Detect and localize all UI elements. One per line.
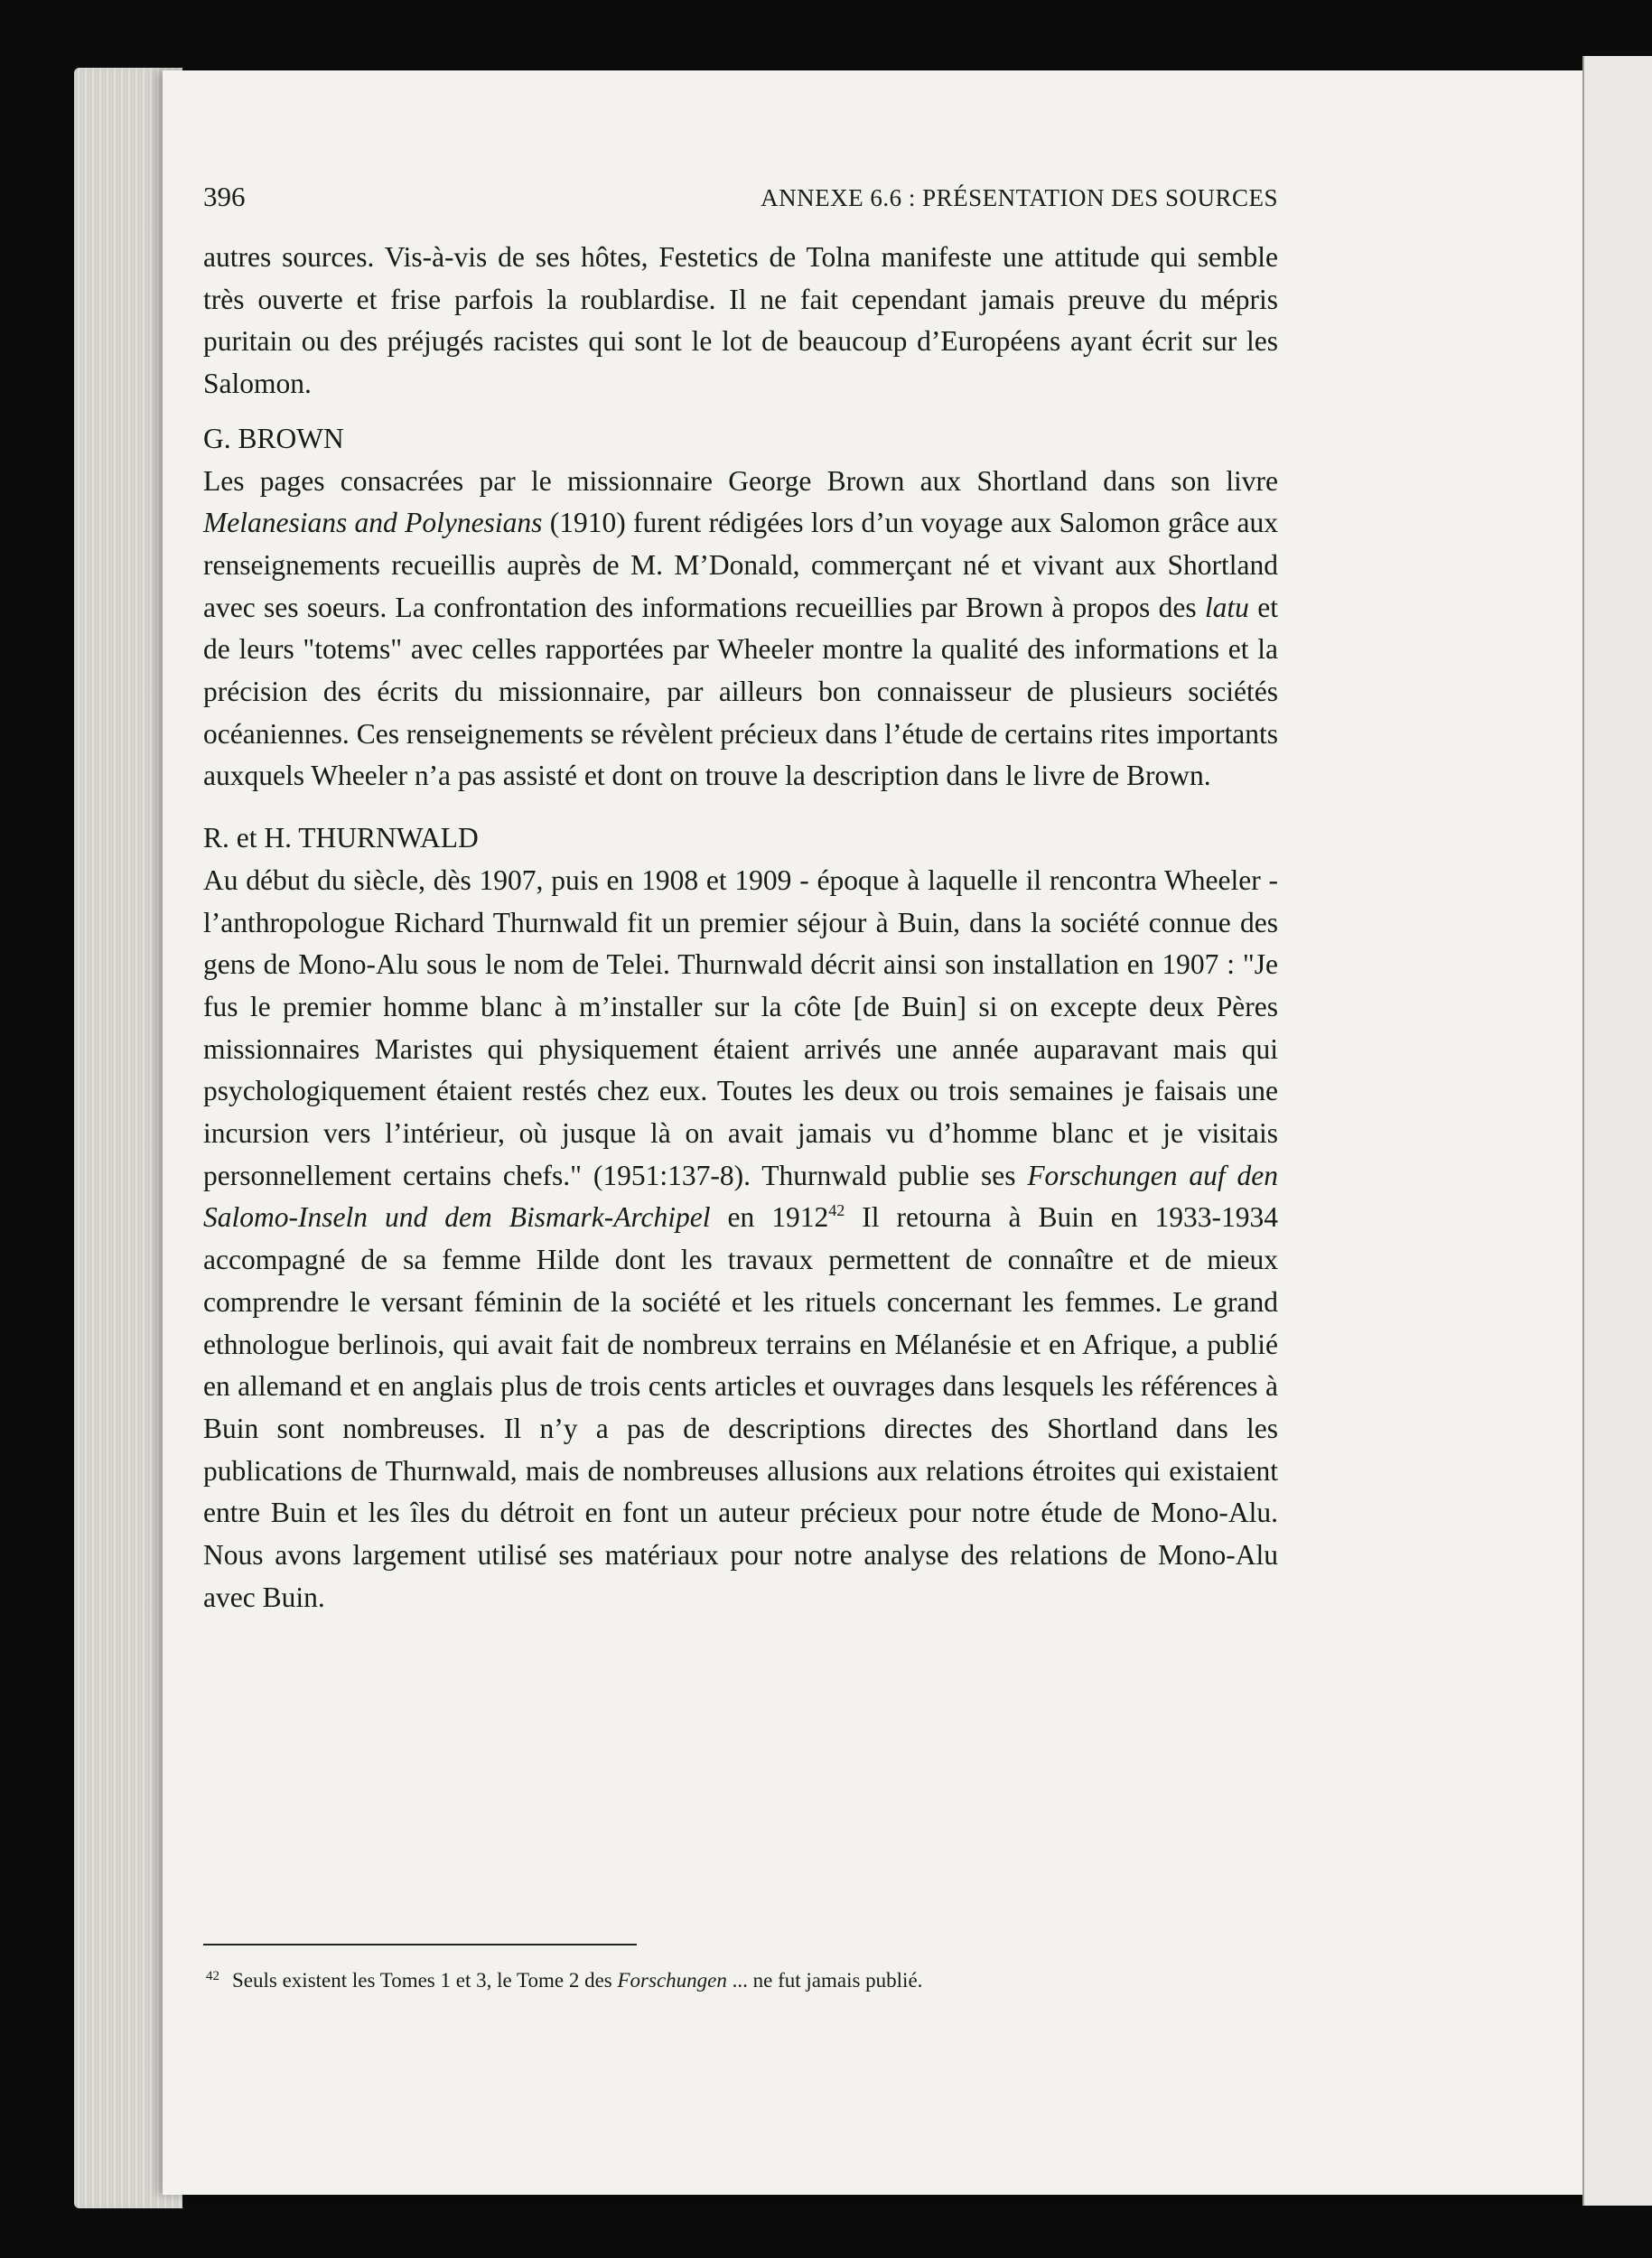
section-heading-brown: G. BROWN: [203, 422, 344, 454]
facing-page-edge: [1582, 56, 1652, 2206]
main-text: [203, 237, 1278, 1619]
footnote-number: 42: [206, 1969, 219, 1983]
brown-latu-term: latu: [1204, 591, 1249, 623]
section-brown: [203, 418, 1278, 798]
footnote: [206, 1969, 1281, 1992]
brown-text-2: (1910) furent rédigées lors d’un voyage aux Salomon grâce aux renseignements recueillis auprès de M. M’Donald, commerçant né et vivant aux Shortland avec ses soeurs. La confrontation des informations recueillies par Brown à propos des: [203, 507, 1278, 623]
section-thurnwald: [203, 817, 1278, 1619]
footnote-italic: Forschungen: [617, 1969, 727, 1992]
running-header: [203, 181, 1278, 213]
page-number: 396: [203, 181, 246, 212]
running-head: ANNEXE 6.6 : PRÉSENTATION DES SOURCES: [761, 184, 1278, 211]
thurnwald-text-1: Au début du siècle, dès 1907, puis en 1908 et 1909 - époque à laquelle il rencontra Wheeler - l’anthropologue Richard Thurnwald fit un premier séjour à Buin, dans la société connue des gens de Mono-Alu sous le nom de Telei. Thurnwald décrit ainsi son installation en 1907 : "Je fus le premier homme blanc à m’installer sur la côte [de Buin] si on excepte deux Pères missionnaires Maristes qui physiquement étaient arrivés une année auparavant mais qui psychologiquement étaient restés chez eux. Toutes les deux ou trois semaines je faisais une incursion vers l’intérieur, où jusque là on avait jamais vu d’homme blanc et je visitais personnellement certains chefs." (1951:137-8). Thurnwald publie ses: [203, 863, 1278, 1191]
brown-text-1: Les pages consacrées par le missionnaire George Brown aux Shortland dans son livre: [203, 464, 1278, 497]
section-heading-thurnwald: R. et H. THURNWALD: [203, 822, 479, 854]
brown-paragraph: [203, 461, 1278, 798]
thurnwald-paragraph: [203, 860, 1278, 1619]
footnote-divider: [203, 1944, 637, 1945]
footnote-text-1: Seuls existent les Tomes 1 et 3, le Tome 2 des: [232, 1969, 618, 1992]
footnote-reference: 42: [828, 1201, 845, 1220]
thurnwald-text-2: en 1912: [710, 1201, 829, 1234]
thurnwald-text-3: Il retourna à Buin en 1933-1934 accompagné de sa femme Hilde dont les travaux permettent de connaître et de mieux comprendre le versant féminin de la société et les rituels concernant les femmes. Le grand ethnologue berlinois, qui avait fait de nombreux terrains en Mélanésie et en Afrique, a publié en allemand et en anglais plus de trois cents articles et ouvrages dans lesquels les références à Buin sont nombreuses. Il n’y a pas de descriptions directes des Shortland dans les publications de Thurnwald, mais de nombreuses allusions aux relations étroites qui existaient entre Buin et les îles du détroit en font un auteur précieux pour notre étude de Mono-Alu. Nous avons largement utilisé ses matériaux pour notre analyse des relations de Mono-Alu avec Buin.: [203, 1201, 1278, 1613]
intro-paragraph: autres sources. Vis-à-vis de ses hôtes, Festetics de Tolna manifeste une attitude qui semble très ouverte et frise parfois la roublardise. Il ne fait cependant jamais preuve du mépris puritain ou des préjugés racistes qui sont le lot de beaucoup d’Européens ayant écrit sur les Salomon.: [203, 241, 1278, 400]
footnote-text-2: ... ne fut jamais publié.: [726, 1969, 923, 1992]
thurnwald-book-title: Forschungen auf den Salomo-Inseln und dem Bismark-Archipel: [203, 1159, 1278, 1234]
brown-text-3: et de leurs "totems" avec celles rapportées par Wheeler montre la qualité des informations et la précision des écrits du missionnaire, par ailleurs bon connaisseur de plusieurs sociétés océaniennes. Ces renseignements se révèlent précieux dans l’étude de certains rites importants auxquels Wheeler n’a pas assisté et dont on trouve la description dans le livre de Brown.: [203, 591, 1279, 792]
brown-book-title: Melanesians and Polynesians: [203, 507, 543, 539]
